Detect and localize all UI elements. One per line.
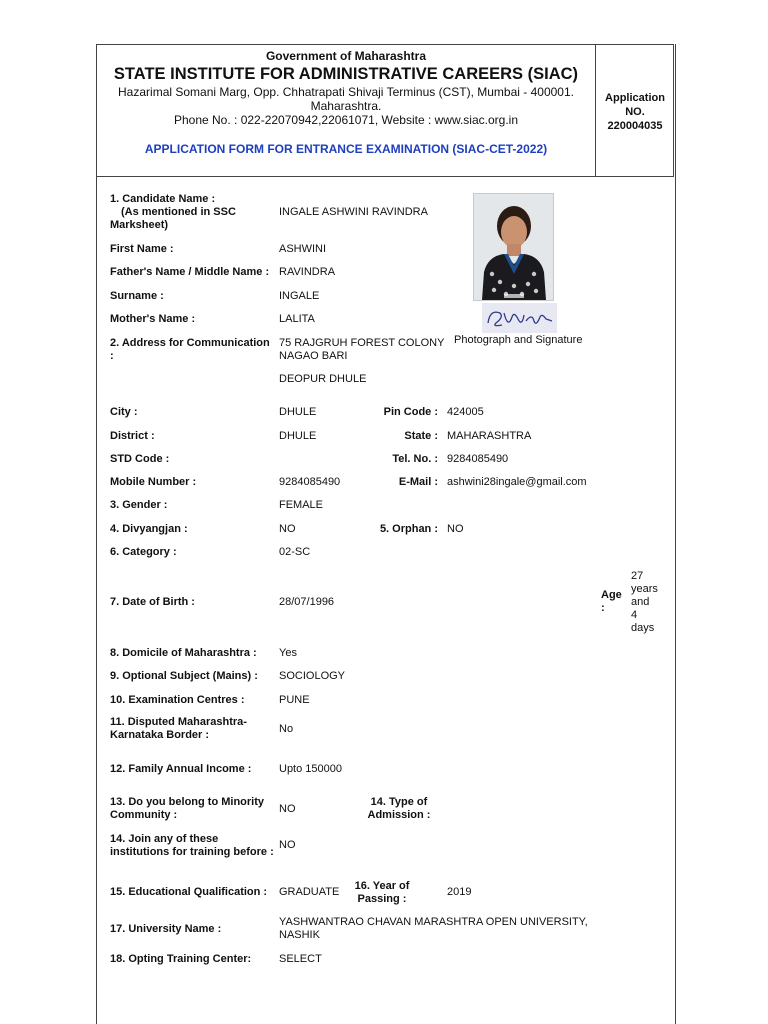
exam-centres-value: PUNE: [279, 694, 310, 706]
age-label: [601, 589, 623, 615]
surname-label: Surname :: [110, 290, 164, 302]
mother-name-label: Mother's Name :: [110, 313, 196, 325]
orphan-value: NO: [447, 523, 464, 535]
optional-subject-value: SOCIOLOGY: [279, 670, 346, 682]
mother-name-value: LALITA: [279, 313, 315, 325]
district-label: District :: [110, 430, 155, 442]
city-value: DHULE: [279, 406, 317, 418]
training-center-label: 18. Opting Training Center:: [110, 953, 252, 965]
city-label: City :: [110, 406, 138, 418]
candidate-signature: [482, 303, 557, 333]
application-number-box: [596, 45, 674, 176]
application-no-value: 220004035: [607, 120, 663, 132]
surname-value: INGALE: [279, 290, 320, 302]
age-value: [631, 570, 671, 635]
dob-value: 28/07/1996: [279, 596, 335, 608]
category-value: 02-SC: [279, 546, 311, 558]
form-title: APPLICATION FORM FOR ENTRANCE EXAMINATION (SIAC-CET-2022): [144, 142, 548, 156]
candidate-label-line: 1. Candidate Name :: [110, 193, 216, 205]
admission-label-line: Admission :: [367, 809, 431, 821]
candidate-name-value: INGALE ASHWINI RAVINDRA: [279, 206, 428, 218]
address-line-2: Maharashtra.: [310, 99, 382, 113]
year-of-passing-value: 2019: [447, 886, 472, 898]
std-code-label: STD Code :: [110, 453, 170, 465]
divyangjan-value: NO: [279, 523, 296, 535]
application-number: [596, 91, 674, 133]
government-title: Government of Maharashtra: [265, 49, 427, 63]
pin-code-value: 424005: [447, 406, 484, 418]
mobile-label: Mobile Number :: [110, 476, 197, 488]
first-name-label: First Name :: [110, 243, 174, 255]
divyangjan-label: 4. Divyangjan :: [110, 523, 188, 535]
dob-label: 7. Date of Birth :: [110, 596, 195, 608]
age-label-line: :: [601, 602, 605, 614]
tel-no-value: 9284085490: [447, 453, 509, 465]
exam-centres-label: 10. Examination Centres :: [110, 694, 245, 706]
join-institutions-label: [110, 833, 274, 859]
address-line-1: Hazarimal Somani Marg, Opp. Chhatrapati Shivaji Terminus (CST), Mumbai - 400001.: [118, 85, 574, 99]
application-label: Application: [605, 92, 665, 104]
person-photo-icon: [474, 194, 553, 300]
year-label-line: 16. Year of: [354, 880, 410, 892]
join-label-line: institutions for training before :: [110, 846, 274, 858]
admission-type-label: [360, 796, 438, 822]
university-value-line: YASHWANTRAO CHAVAN MARASHTRA OPEN UNIVERSITY,: [279, 916, 588, 928]
domicile-label: 8. Domicile of Maharashtra :: [110, 647, 257, 659]
pin-code-label: Pin Code :: [383, 406, 438, 418]
gender-value: FEMALE: [279, 499, 324, 511]
age-label-line: Age: [601, 589, 622, 601]
email-value: ashwini28ingale@gmail.com: [447, 476, 587, 488]
application-no-label: NO.: [625, 106, 645, 118]
father-name-value: RAVINDRA: [279, 266, 336, 278]
disputed-border-label: [110, 716, 247, 742]
tel-no-label: Tel. No. :: [392, 453, 438, 465]
gender-label: 3. Gender :: [110, 499, 168, 511]
education-value: GRADUATE: [279, 886, 340, 898]
district-value: DHULE: [279, 430, 317, 442]
address-label-line: 2. Address for Communication: [110, 337, 270, 349]
address-label: [110, 337, 270, 363]
state-value: MAHARASHTRA: [447, 430, 532, 442]
age-value-line: 4: [631, 609, 638, 621]
mobile-value: 9284085490: [279, 476, 341, 488]
age-value-line: and: [631, 596, 650, 608]
institute-phone: Phone No. : 022-22070942,22061071, Website : www.siac.org.in: [173, 113, 518, 127]
training-center-value: SELECT: [279, 953, 322, 965]
minority-label-line: 13. Do you belong to Minority: [110, 796, 264, 808]
age-value-line: days: [631, 622, 655, 634]
year-label-line: Passing :: [357, 893, 407, 905]
year-of-passing-label: [344, 880, 420, 906]
education-label: 15. Educational Qualification :: [110, 886, 268, 898]
disputed-label-line: Karnataka Border :: [110, 729, 210, 741]
minority-label: [110, 796, 264, 822]
disputed-border-value: No: [279, 723, 294, 735]
university-value: [279, 916, 588, 942]
age-value-line: 27: [631, 570, 644, 582]
join-institutions-value: NO: [279, 839, 296, 851]
signature-icon: [482, 303, 557, 333]
university-value-line: NASHIK: [279, 929, 320, 941]
candidate-label-line: Marksheet): [110, 219, 169, 231]
institute-address: [105, 85, 587, 113]
address-label-line: :: [110, 350, 114, 362]
family-income-value: Upto 150000: [279, 763, 342, 775]
institute-title: STATE INSTITUTE FOR ADMINISTRATIVE CAREERS (SIAC): [113, 65, 579, 83]
candidate-photo: [473, 193, 554, 301]
join-label-line: 14. Join any of these: [110, 833, 219, 845]
first-name-value: ASHWINI: [279, 243, 327, 255]
form-header: [96, 44, 674, 177]
photo-caption: Photograph and Signature: [454, 334, 583, 346]
disputed-label-line: 11. Disputed Maharashtra-: [110, 716, 247, 728]
email-label: E-Mail :: [398, 476, 438, 488]
header-main: [97, 45, 596, 176]
category-label: 6. Category :: [110, 546, 177, 558]
admission-label-line: 14. Type of: [370, 796, 428, 808]
university-label: 17. University Name :: [110, 923, 222, 935]
address-value: [279, 337, 444, 363]
candidate-name-label: [110, 193, 236, 232]
address-value-line: NAGAO BARI: [279, 350, 348, 362]
candidate-label-line: (As mentioned in SSC: [121, 206, 236, 218]
orphan-label: 5. Orphan :: [379, 523, 438, 535]
minority-value: NO: [279, 803, 296, 815]
optional-subject-label: 9. Optional Subject (Mains) :: [110, 670, 258, 682]
domicile-value: Yes: [279, 647, 297, 659]
address-value-line-3: DEOPUR DHULE: [279, 373, 367, 385]
state-label: State :: [404, 430, 438, 442]
minority-label-line: Community :: [110, 809, 178, 821]
family-income-label: 12. Family Annual Income :: [110, 763, 252, 775]
age-value-line: years: [631, 583, 658, 595]
address-value-line: 75 RAJGRUH FOREST COLONY: [279, 337, 445, 349]
father-name-label: Father's Name / Middle Name :: [110, 266, 270, 278]
